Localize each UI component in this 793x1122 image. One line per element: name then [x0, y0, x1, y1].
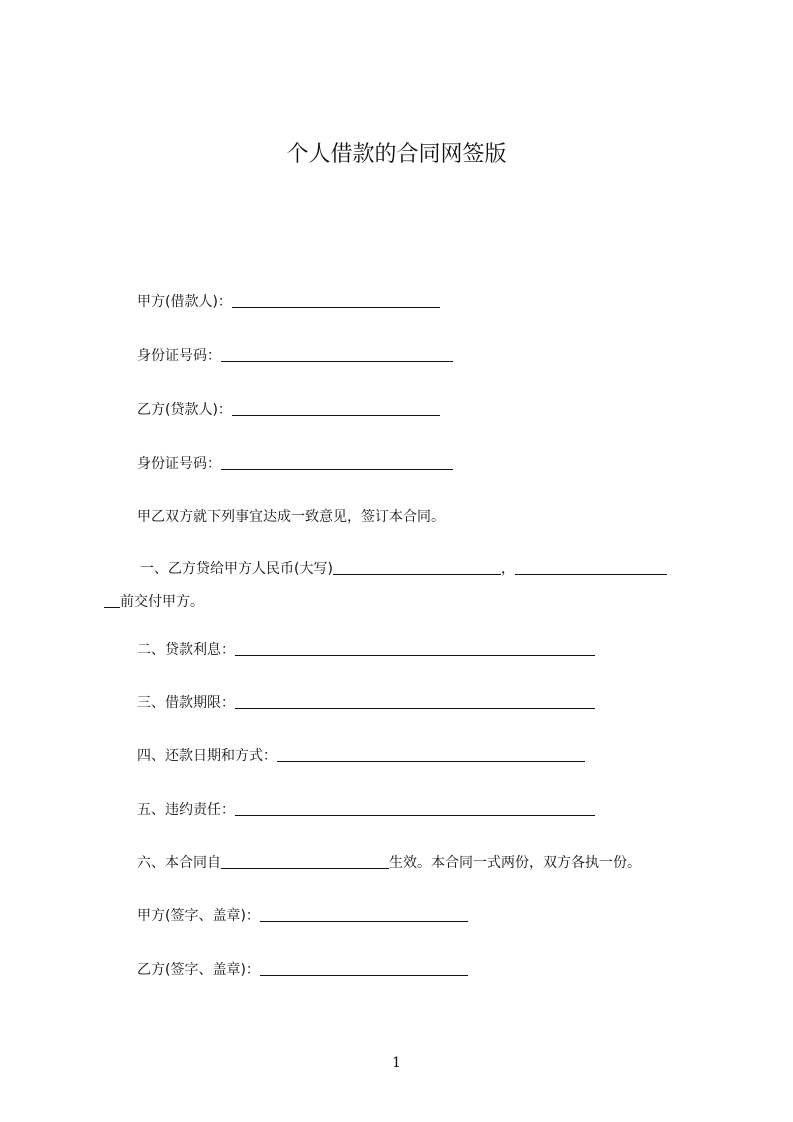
party-a-line: [137, 292, 440, 312]
party-a-id-blank[interactable]: [221, 347, 453, 362]
party-a-label: 甲方(借款人)：: [137, 294, 232, 310]
clause-1-date-blank-b[interactable]: [104, 593, 120, 608]
page-number: 1: [392, 1055, 401, 1071]
clause-2-blank[interactable]: [235, 641, 595, 656]
clause-6-text-a: 六、本合同自: [137, 855, 221, 871]
clause-2: [137, 640, 595, 660]
clause-1-text-b: 前交付甲方。: [120, 594, 204, 610]
party-b-id-line: [137, 454, 453, 474]
clause-2-label: 二、贷款利息：: [137, 642, 235, 658]
clause-1-amount-blank[interactable]: [333, 560, 501, 575]
signature-a-blank[interactable]: [260, 907, 468, 922]
party-a-blank[interactable]: [232, 293, 440, 308]
party-b-line: [137, 400, 440, 420]
clause-5-label: 五、违约责任：: [137, 802, 235, 818]
clause-6-text-b: 生效。本合同一式两份，双方各执一份。: [389, 855, 641, 871]
clause-6: [137, 853, 641, 873]
clause-1: [104, 553, 704, 619]
signature-b-blank[interactable]: [260, 961, 468, 976]
document-title: 个人借款的合同网签版: [286, 142, 507, 167]
party-b-id-blank[interactable]: [221, 455, 453, 470]
signature-b: [137, 960, 468, 980]
clause-4-blank[interactable]: [277, 747, 585, 762]
party-b-blank[interactable]: [232, 401, 440, 416]
signature-b-label: 乙方(签字、盖章)：: [137, 962, 260, 978]
party-a-id-label: 身份证号码：: [137, 348, 221, 364]
clause-3-blank[interactable]: [235, 694, 595, 709]
clause-5-blank[interactable]: [235, 801, 595, 816]
clause-6-date-blank[interactable]: [221, 854, 389, 869]
party-b-label: 乙方(贷款人)：: [137, 402, 232, 418]
signature-a: [137, 906, 468, 926]
signature-a-label: 甲方(签字、盖章)：: [137, 908, 260, 924]
clause-3-label: 三、借款期限：: [137, 695, 235, 711]
party-b-id-label: 身份证号码：: [137, 456, 221, 472]
clause-5: [137, 800, 595, 820]
clause-1-date-blank-a[interactable]: [515, 560, 667, 575]
clause-1-text-a: 一、乙方贷给甲方人民币(大写): [140, 561, 333, 577]
intro-text: 甲乙双方就下列事宜达成一致意见，签订本合同。: [137, 509, 445, 525]
party-a-id-line: [137, 346, 453, 366]
clause-3: [137, 693, 595, 713]
clause-4-label: 四、还款日期和方式：: [137, 748, 277, 764]
clause-1-comma: ，: [500, 561, 515, 577]
clause-4: [137, 746, 585, 766]
